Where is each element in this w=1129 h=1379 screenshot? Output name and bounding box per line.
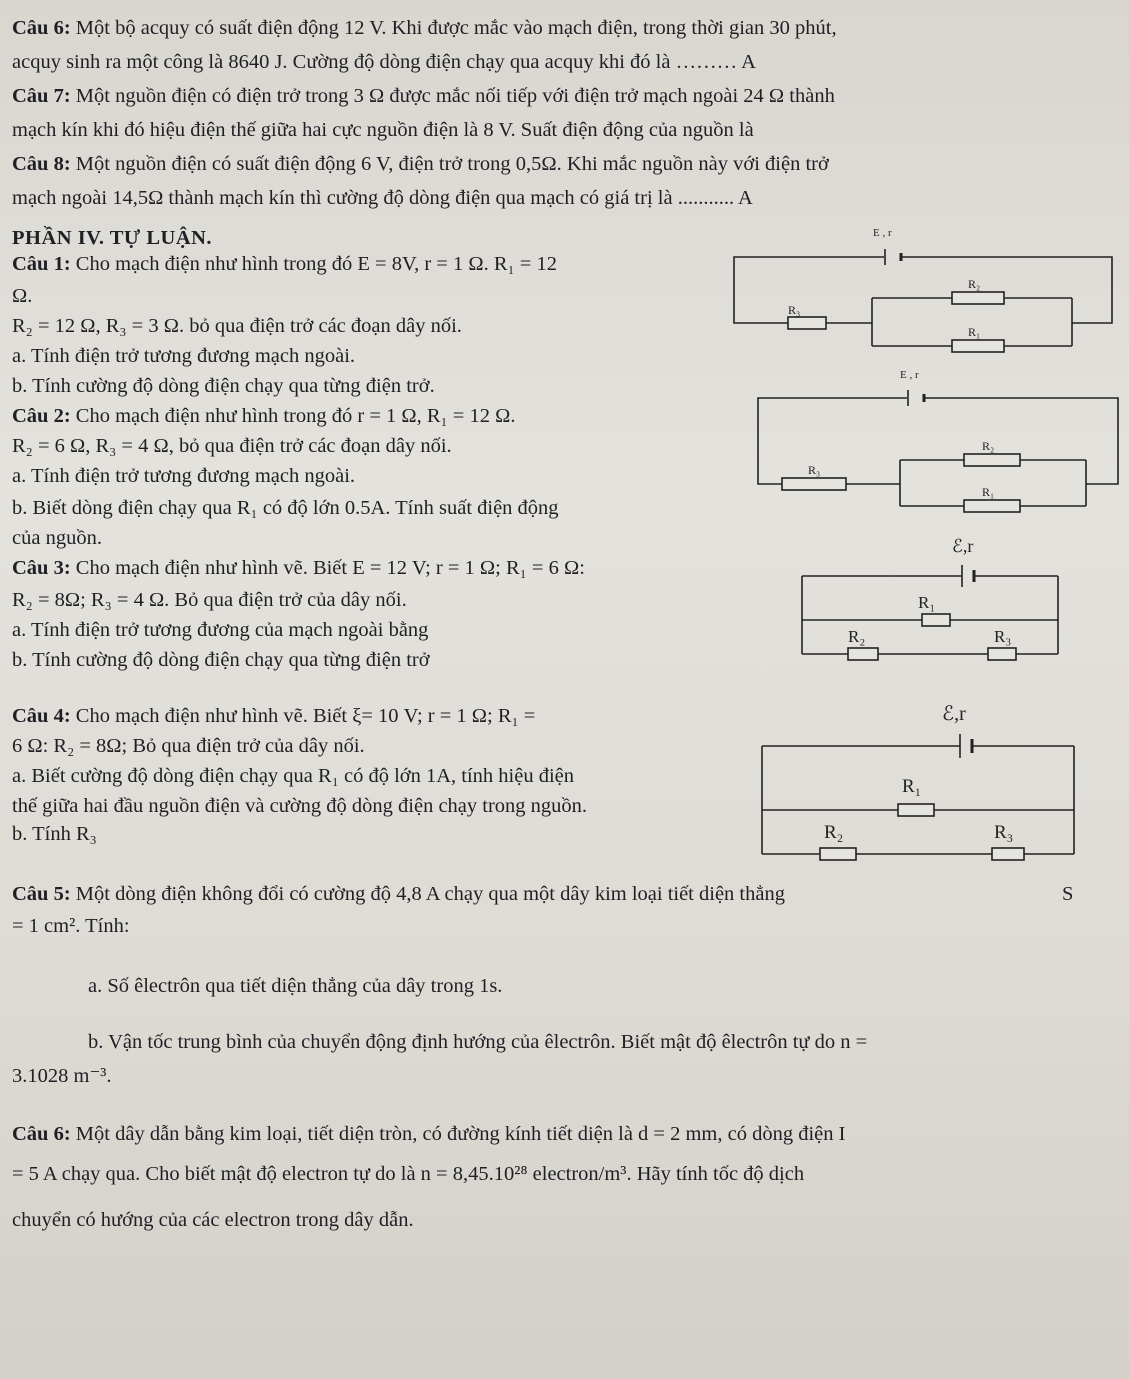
resistor-label: R₃	[994, 627, 1012, 646]
q6-line-1: Câu 6: Một bộ acquy có suất điện động 12 V. Khi được mắc vào mạch điện, trong thời gian 30 phút,	[12, 17, 837, 39]
c5-line-1: Câu 5: Một dòng điện không đổi có cường độ 4,8 A chạy qua một dây kim loại tiết diện thẳng	[12, 883, 785, 905]
resistor-label: R₁	[902, 776, 922, 797]
c1-part-a: a. Tính điện trở tương đương mạch ngoài.	[12, 345, 356, 367]
resistor-label: R₃	[808, 463, 821, 477]
circuit-diagram-3	[798, 528, 1062, 670]
resistor-r2	[820, 848, 856, 860]
resistor-label: R₁	[918, 593, 936, 612]
c5-part-b-line-2: 3.1028 m⁻³.	[12, 1065, 112, 1087]
c6-line-2: = 5 A chạy qua. Cho biết mật độ electron tự do là n = 8,45.10²⁸ electron/m³. Hãy tính tốc độ dịch	[12, 1163, 805, 1185]
section-heading: PHẦN IV. TỰ LUẬN.	[12, 227, 213, 249]
c4-heading: Câu 4:	[12, 705, 71, 727]
q8-line-1: Câu 8: Một nguồn điện có suất điện động 6 V, điện trở trong 0,5Ω. Khi mắc nguồn này với điện trở	[12, 153, 829, 175]
resistor-r3	[782, 478, 846, 490]
resistor-r3	[992, 848, 1024, 860]
battery-label: E , r	[900, 369, 919, 381]
resistor-r2	[964, 454, 1020, 466]
c3-part-b: b. Tính cường độ dòng điện chạy qua từng điện trở	[12, 649, 430, 671]
q7-line-1: Câu 7: Một nguồn điện có điện trở trong 3 Ω được mắc nối tiếp với điện trở mạch ngoài 24 Ω thành	[12, 85, 835, 107]
c2-part-a: a. Tính điện trở tương đương mạch ngoài.	[12, 465, 356, 487]
c5-heading: Câu 5:	[12, 883, 71, 905]
resistor-label: R₂	[848, 627, 866, 646]
c1-part-b: b. Tính cường độ dòng điện chạy qua từng điện trở.	[12, 375, 435, 397]
resistor-label: R₁	[982, 485, 995, 499]
resistor-label: R₃	[994, 822, 1014, 843]
c2-line-2: R₂ = 6 Ω, R₃ = 4 Ω, bỏ qua điện trở các đoạn dây nối.	[12, 435, 452, 457]
wire	[734, 257, 884, 323]
c2-heading: Câu 2:	[12, 405, 71, 427]
c5-part-b-line-1: b. Vận tốc trung bình của chuyển động định hướng của êlectrôn. Biết mật độ êlectrôn tự do n =	[88, 1031, 868, 1053]
c5-line-2: = 1 cm². Tính:	[12, 915, 130, 937]
battery-label: ℰ,r	[952, 536, 974, 556]
resistor-label: R₁	[968, 325, 981, 339]
c5-part-a: a. Số êlectrôn qua tiết diện thẳng của dây trong 1s.	[88, 975, 503, 997]
c1-line-1: Câu 1: Cho mạch điện như hình trong đó E = 8V, r = 1 Ω. R₁ = 12	[12, 253, 557, 275]
c3-line-2: R₂ = 8Ω; R₃ = 4 Ω. Bỏ qua điện trở của dây nối.	[12, 589, 407, 611]
c4-part-a-line-2: thế giữa hai đầu nguồn điện và cường độ dòng điện chạy trong nguồn.	[12, 795, 588, 817]
c3-part-a: a. Tính điện trở tương đương của mạch ngoài bằng	[12, 619, 429, 641]
battery-label: ℰ,r	[942, 703, 966, 725]
circuit-diagram-4	[758, 694, 1078, 870]
q6-line-2: acquy sinh ra một công là 8640 J. Cường độ dòng điện chạy qua acquy khi đó là ……… A	[12, 51, 756, 73]
c3-heading: Câu 3:	[12, 557, 71, 579]
wire	[902, 257, 1112, 323]
c2-part-b-line-1: b. Biết dòng điện chạy qua R₁ có độ lớn 0.5A. Tính suất điện động	[12, 497, 559, 519]
wire	[925, 398, 1118, 484]
resistor-r3	[788, 317, 826, 329]
c4-part-b: b. Tính R₃	[12, 823, 97, 845]
c6-line-3: chuyển có hướng của các electron trong dây dẫn.	[12, 1209, 414, 1231]
circuit-diagram-1	[730, 226, 1120, 356]
wire	[758, 398, 907, 484]
c1-line-2: Ω.	[12, 285, 33, 307]
c4-line-1: Câu 4: Cho mạch điện như hình vẽ. Biết ξ= 10 V; r = 1 Ω; R₁ =	[12, 705, 536, 727]
resistor-label: R₂	[968, 277, 981, 291]
q8-heading: Câu 8:	[12, 153, 71, 175]
c1-heading: Câu 1:	[12, 253, 71, 275]
q8-line-2: mạch ngoài 14,5Ω thành mạch kín thì cường độ dòng điện qua mạch có giá trị là ........... A	[12, 187, 753, 209]
c4-line-2: 6 Ω: R₂ = 8Ω; Bỏ qua điện trở của dây nối.	[12, 735, 365, 757]
battery-label: E , r	[873, 227, 892, 239]
resistor-r3	[988, 648, 1016, 660]
resistor-r1	[964, 500, 1020, 512]
resistor-r2	[952, 292, 1004, 304]
c4-part-a-line-1: a. Biết cường độ dòng điện chạy qua R₁ có độ lớn 1A, tính hiệu điện	[12, 765, 575, 787]
c3-line-1: Câu 3: Cho mạch điện như hình vẽ. Biết E = 12 V; r = 1 Ω; R₁ = 6 Ω:	[12, 557, 585, 579]
resistor-r1	[898, 804, 934, 816]
c5-symbol-s: S	[1062, 883, 1074, 905]
c6-line-1: Câu 6: Một dây dẫn bằng kim loại, tiết diện tròn, có đường kính tiết diện là d = 2 mm, có dòng điện I	[12, 1123, 846, 1145]
resistor-r1	[952, 340, 1004, 352]
resistor-label: R₃	[788, 303, 801, 317]
c1-line-3: R₂ = 12 Ω, R₃ = 3 Ω. bỏ qua điện trở các đoạn dây nối.	[12, 315, 462, 337]
resistor-label: R₂	[982, 439, 995, 453]
q7-heading: Câu 7:	[12, 85, 71, 107]
c2-line-1: Câu 2: Cho mạch điện như hình trong đó r = 1 Ω, R₁ = 12 Ω.	[12, 405, 516, 427]
circuit-diagram-2	[752, 366, 1122, 516]
resistor-r2	[848, 648, 878, 660]
resistor-label: R₂	[824, 822, 844, 843]
c6-heading: Câu 6:	[12, 1123, 71, 1145]
q6-heading: Câu 6:	[12, 17, 71, 39]
q7-line-2: mạch kín khi đó hiệu điện thế giữa hai cực nguồn điện là 8 V. Suất điện động của nguồn là	[12, 119, 754, 141]
c2-part-b-line-2: của nguồn.	[12, 527, 102, 549]
resistor-r1	[922, 614, 950, 626]
